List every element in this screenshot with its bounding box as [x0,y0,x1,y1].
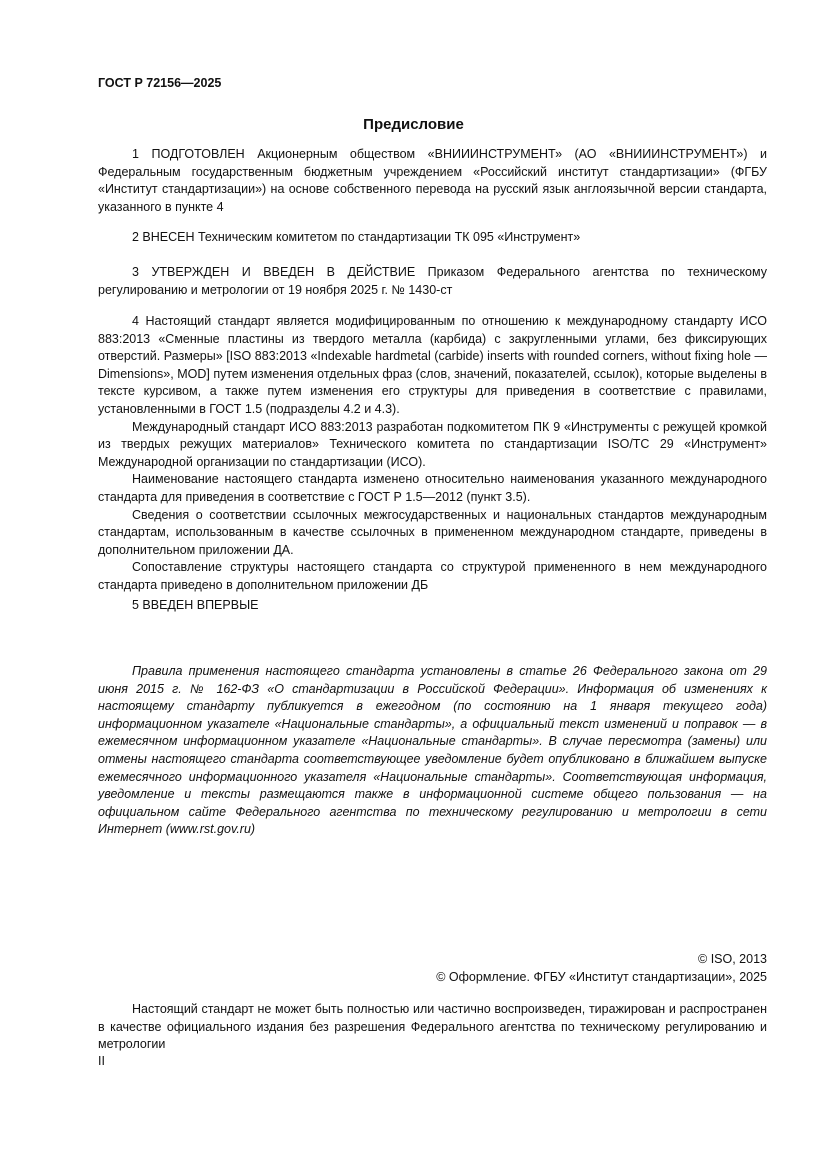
item-4-text-c: Наименование настоящего стандарта изменено относительно наименования указанного международного стандарта для приведения в соответствие с ГОСТ Р 1.5—2012 (пункт 3.5). [98,472,767,504]
page-title: Предисловие [363,116,464,133]
copyright-iso: © ISO, 2013 [698,952,767,966]
reproduction-notice [98,1001,767,1054]
item-1-text: 1 ПОДГОТОВЛЕН Акционерным обществом «ВНИИИНСТРУМЕНТ» (АО «ВНИИИНСТРУМЕНТ») и Федеральным государственным бюджетным учреждением «Российский институт стандартизации» (ФГБУ «Институт стандартизации») на основе собственного перевода на русский язык англоязычной версии стандарта, указанного в пункте 4 [98,147,767,214]
item-5 [98,597,767,615]
item-4-text-e: Сопоставление структуры настоящего стандарта со структурой примененного в нем международного стандарта приведено в дополнительном приложении ДБ [98,560,767,592]
item-2-text: 2 ВНЕСЕН Техническим комитетом по стандартизации ТК 095 «Инструмент» [132,230,581,244]
item-3 [98,264,767,299]
copyright-design: © Оформление. ФГБУ «Институт стандартизации», 2025 [436,970,767,984]
item-4-text-b: Международный стандарт ИСО 883:2013 разработан подкомитетом ПК 9 «Инструменты с режущей кромкой из твердых режущих материалов» Технического комитета по стандартизации ISO/TC 29 «Инструмент» Международной организации по стандартизации (ИСО). [98,419,767,469]
reproduction-notice-text: Настоящий стандарт не может быть полностью или частично воспроизведен, тиражирован и распространен в качестве официального издания без разрешения Федерального агентства по техническому регулированию и метрологии [98,1002,767,1052]
item-4-text-d: Сведения о соответствии ссылочных межгосударственных и национальных стандартов международным стандартам, использованным в качестве ссылочных в примененном международном стандарте, приведены в дополнительном приложении ДА. [98,507,767,557]
item-4-text-a: 4 Настоящий стандарт является модифицированным по отношению к международному стандарту ИСО 883:2013 «Сменные пластины из твердого металла (карбида) с закругленными углами, без фиксирующих отверстий. Размеры» [ISO 883:2013 «Indexable hardmetal (carbide) inserts with rounded corners, without fixing hole — Dimensions», MOD] путем изменения отдельных фраз (слов, значений, показателей, ссылок), которые выделены в тексте курсивом, а также путем изменения его структуры для приведения в соответствие с правилами, установленными в ГОСТ 1.5 (подразделы 4.2 и 4.3). [98,314,767,416]
item-5-text: 5 ВВЕДЕН ВПЕРВЫЕ [132,598,259,612]
copyright-block [98,950,767,986]
page-number: II [98,1054,105,1068]
application-notice-text: Правила применения настоящего стандарта установлены в статье 26 Федерального закона от 29 июня 2015 г. № 162-ФЗ «О стандартизации в Российской Федерации». Информация об изменениях к настоящему стандарту публикуется в ежегодном (по состоянию на 1 января текущего года) информационном указателе «Национальные стандарты», а официальный текст изменений и поправок — в ежемесячном информационном указателе «Национальные стандарты». В случае пересмотра (замены) или отмены настоящего стандарта соответствующее уведомление будет опубликовано в ближайшем выпуске ежемесячного информационного указателя «Национальные стандарты». Соответствующая информация, уведомление и тексты размещаются также в информационной системе общего пользования — на официальном сайте Федерального агентства по техническому регулированию и метрологии в сети Интернет (www.rst.gov.ru) [98,664,767,837]
application-notice [98,663,767,839]
item-2 [98,229,767,247]
item-3-text: 3 УТВЕРЖДЕН И ВВЕДЕН В ДЕЙСТВИЕ Приказом Федерального агентства по техническому регулированию и метрологии от 19 ноября 2025 г. № 1430-ст [98,265,767,297]
item-1 [98,146,767,216]
item-4 [98,313,767,595]
standard-id-header: ГОСТ Р 72156—2025 [98,76,222,90]
